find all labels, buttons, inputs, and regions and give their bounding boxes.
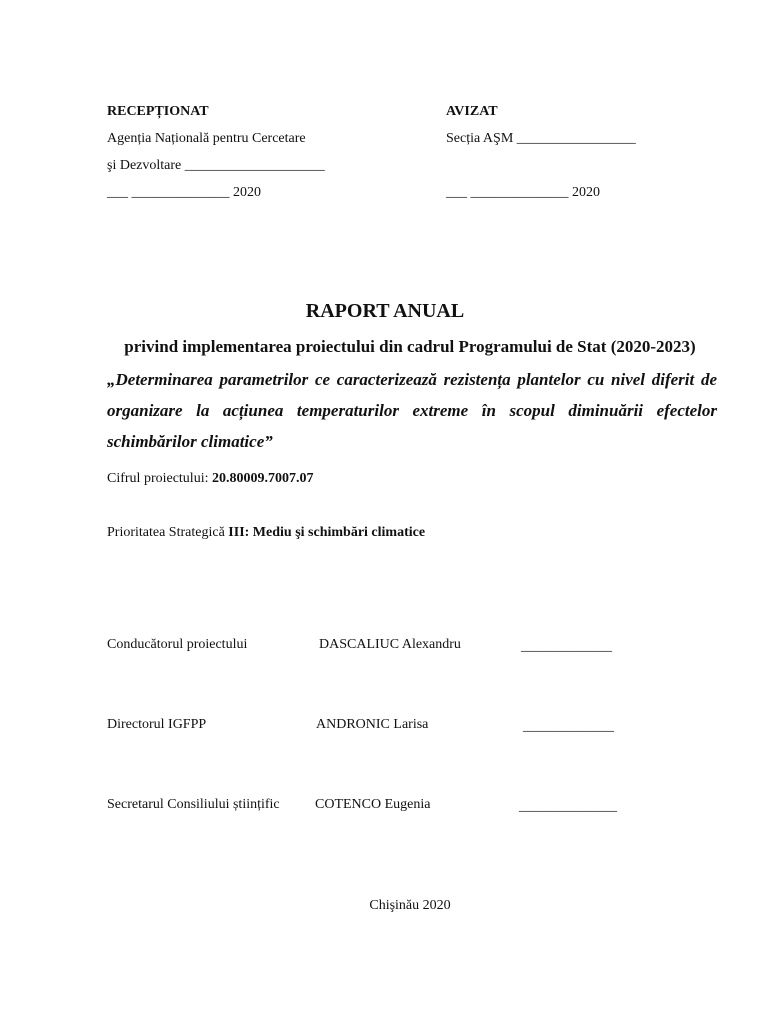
signature-line: _____________ — [521, 639, 612, 654]
signature-role: Secretarul Consiliului științific — [107, 797, 280, 812]
priority-label: Prioritatea Strategică — [107, 525, 229, 540]
signature-name: DASCALIUC Alexandru — [319, 637, 461, 652]
priority-value: III: Mediu şi schimbări climatice — [228, 525, 426, 540]
signature-line: ______________ — [519, 799, 617, 814]
received-heading: RECEPȚIONAT — [107, 104, 209, 119]
strategic-priority — [107, 524, 425, 542]
project-code-label: Cifrul proiectului: — [107, 471, 212, 486]
signature-role: Directorul IGFPP — [107, 717, 207, 732]
project-code — [107, 470, 313, 488]
signature-name: ANDRONIC Larisa — [316, 717, 429, 732]
signature-name: COTENCO Eugenia — [315, 797, 431, 812]
report-subtitle: privind implementarea proiectului din cadrul Programului de Stat (2020-2023) — [124, 337, 696, 356]
endorsed-heading: AVIZAT — [446, 104, 498, 119]
signature-role: Conducătorul proiectului — [107, 637, 248, 652]
received-agency-line2: şi Dezvoltare ____________________ — [107, 158, 325, 173]
project-title: „Determinarea parametrilor ce caracterizează rezistența plantelor cu nivel diferit de organizare la acțiunea temperaturilor extreme în scopul diminuării efectelor schimbărilor climatice” — [107, 370, 717, 451]
endorsed-section: Secția AŞM _________________ — [446, 131, 636, 146]
place-year: Chişinău 2020 — [369, 898, 451, 913]
received-agency-line1: Agenția Națională pentru Cercetare — [107, 131, 306, 146]
report-title: RAPORT ANUAL — [305, 300, 465, 322]
signature-line: _____________ — [523, 719, 614, 734]
project-code-value: 20.80009.7007.07 — [211, 471, 314, 486]
endorsed-date: ___ ______________ 2020 — [446, 185, 600, 200]
received-date: ___ ______________ 2020 — [107, 185, 261, 200]
